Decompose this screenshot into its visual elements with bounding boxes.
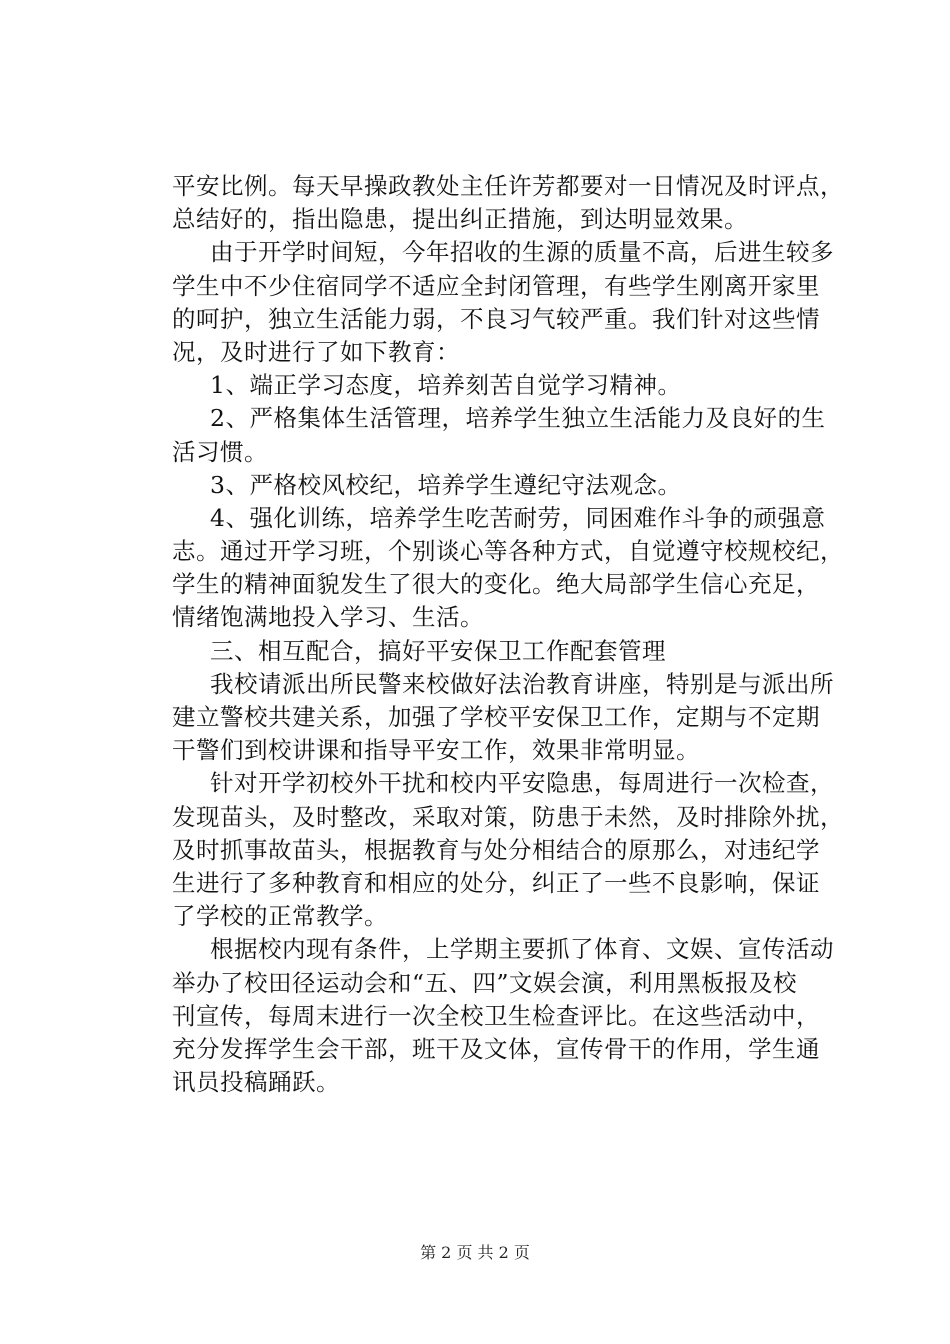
page-footer: 第 2 页 共 2 页 [420,1243,530,1262]
list-item: 3、严格校风校纪，培养学生遵纪守法观念。 [210,470,682,499]
text-line: 举办了校田径运动会和“五、四”文娱会演，利用黑板报及校 [172,968,798,997]
text-line: 情绪饱满地投入学习、生活。 [172,603,484,632]
text-line: 根据校内现有条件，上学期主要抓了体育、文娱、宣传活动 [210,935,834,964]
text-line: 的呵护，独立生活能力弱，不良习气较严重。我们针对这些情 [172,304,820,333]
text-line: 针对开学初校外干扰和校内平安隐患，每周进行一次检查， [210,769,834,798]
text-line: 总结好的，指出隐患，提出纠正措施，到达明显效果。 [172,205,748,234]
list-item: 2、严格集体生活管理，培养学生独立生活能力及良好的生 [210,404,826,433]
list-item: 1、端正学习态度，培养刻苦自觉学习精神。 [210,371,682,400]
text-line: 充分发挥学生会干部，班干及文体，宣传骨干的作用，学生通 [172,1034,820,1063]
text-line: 发现苗头，及时整改，采取对策，防患于未然，及时排除外扰， [172,802,844,831]
section-heading: 三、相互配合，搞好平安保卫工作配套管理 [210,636,666,665]
text-line: 我校请派出所民警来校做好法治教育讲座，特别是与派出所 [210,669,834,698]
text-line: 学生的精神面貌发生了很大的变化。绝大局部学生信心充足， [172,570,820,599]
text-line: 及时抓事故苗头，根据教育与处分相结合的原那么，对违纪学 [172,835,820,864]
text-line: 干警们到校讲课和指导平安工作，效果非常明显。 [172,736,700,765]
text-line: 活习惯。 [172,437,268,466]
text-line: 生进行了多种教育和相应的处分，纠正了一些不良影响，保证 [172,868,820,897]
text-line: 讯员投稿踊跃。 [172,1068,340,1097]
text-line: 建立警校共建关系，加强了学校平安保卫工作，定期与不定期 [172,703,820,731]
text-line: 学生中不少住宿同学不适应全封闭管理，有些学生刚离开家里 [172,271,820,300]
text-line: 志。通过开学习班，个别谈心等各种方式，自觉遵守校规校纪， [172,537,844,566]
text-line: 由于开学时间短，今年招收的生源的质量不高，后进生较多 [210,238,834,267]
text-line: 况，及时进行了如下教育： [172,337,460,366]
list-item: 4、强化训练，培养学生吃苦耐劳，同困难作斗争的顽强意 [210,503,826,532]
text-line: 刊宣传，每周末进行一次全校卫生检查评比。在这些活动中， [172,1001,820,1030]
text-line: 了学校的正常教学。 [172,902,388,931]
document-body [172,170,842,1099]
text-line: 平安比例。每天早操政教处主任许芳都要对一日情况及时评点， [172,172,844,200]
